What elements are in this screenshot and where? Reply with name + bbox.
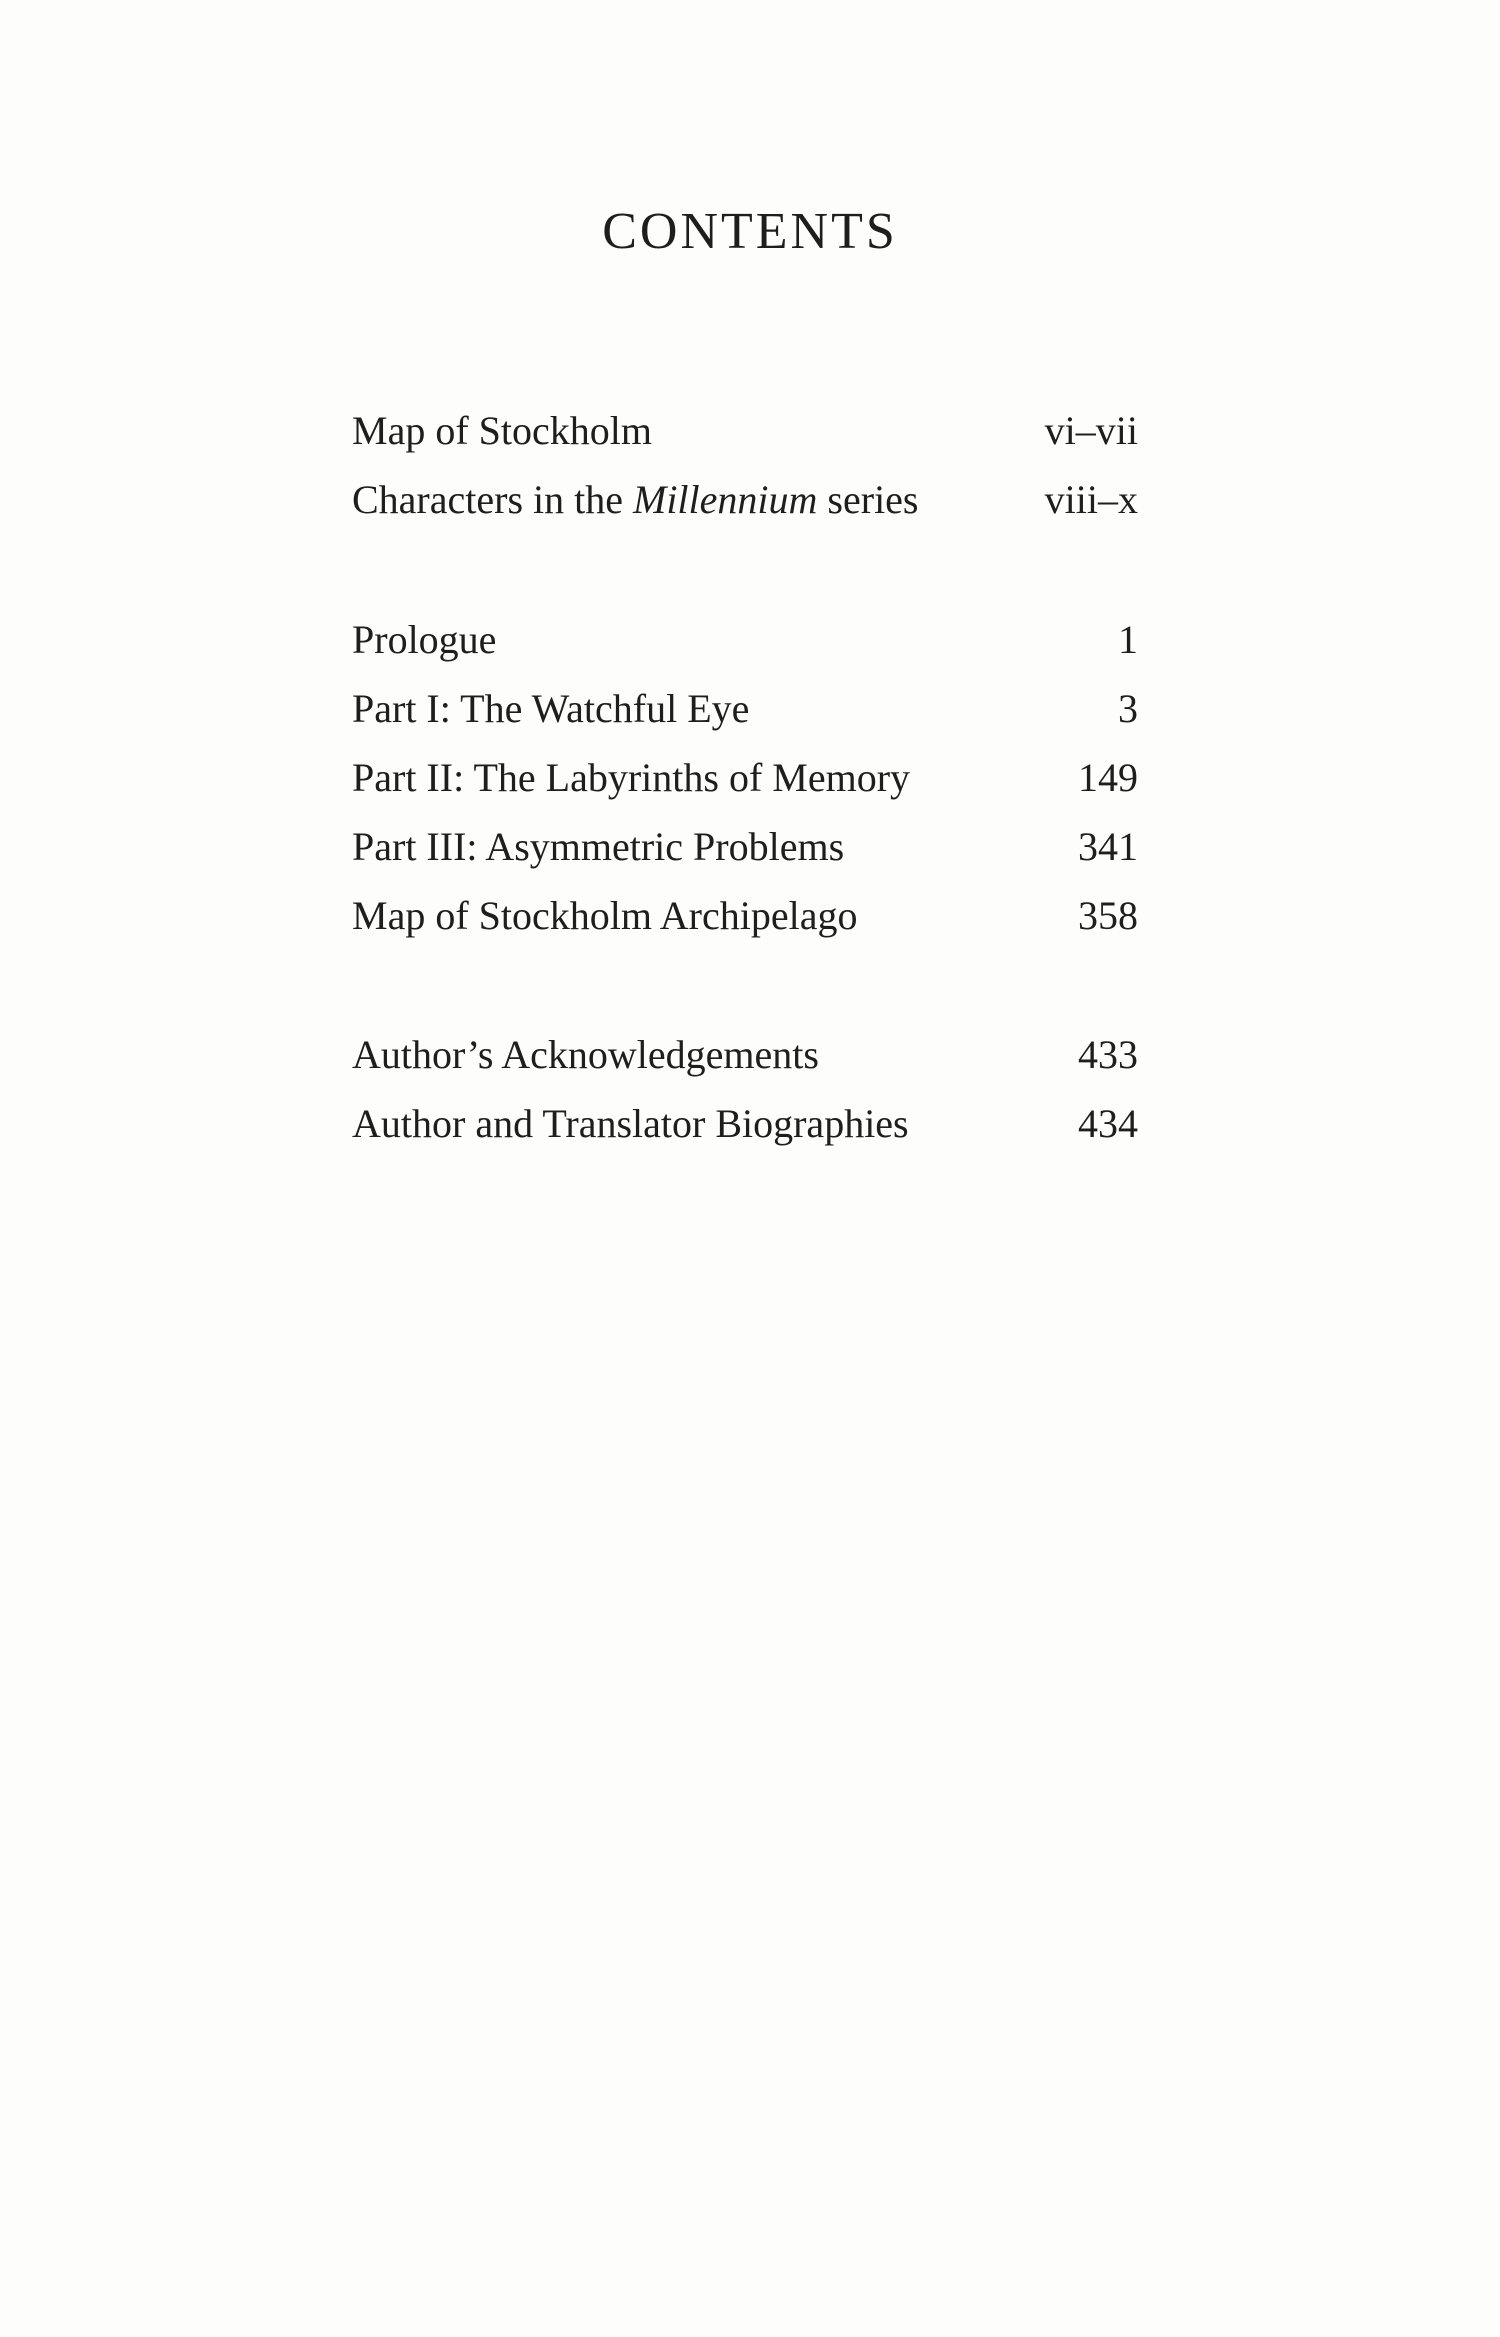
toc-entry-acknowledgements	[352, 1020, 1138, 1089]
toc-entry-page: viii–x	[1044, 477, 1138, 522]
toc-entry-biographies	[352, 1089, 1138, 1158]
toc-entry-title: Part I: The Watchful Eye	[352, 686, 750, 731]
toc-entry-page: 341	[1078, 824, 1138, 869]
toc-entry-title: Map of Stockholm Archipelago	[352, 893, 858, 938]
toc-entry-title: Part II: The Labyrinths of Memory	[352, 755, 911, 800]
toc-entry-title: Author and Translator Biographies	[352, 1101, 909, 1146]
toc-entry-page: 1	[1118, 617, 1138, 662]
toc-entry-characters	[352, 465, 1138, 534]
toc-entry-part-2	[352, 743, 1138, 812]
toc-entry-page: vi–vii	[1044, 408, 1138, 453]
toc-entry-prologue	[352, 605, 1138, 674]
toc-entry-title	[352, 465, 919, 534]
toc-entry-title-post: series	[817, 477, 919, 522]
toc-entry-title: Author’s Acknowledgements	[352, 1032, 819, 1077]
toc-entry-page: 358	[1078, 893, 1138, 938]
toc-group-back-matter	[352, 1020, 1138, 1158]
toc-entry-title-italic: Millennium	[633, 477, 818, 522]
toc-entry-title: Part III: Asymmetric Problems	[352, 824, 845, 869]
toc-entry-part-3	[352, 812, 1138, 881]
toc-entry-title: Map of Stockholm	[352, 408, 652, 453]
toc-entry-part-1	[352, 674, 1138, 743]
toc-entry-title-pre: Characters in the	[352, 477, 633, 522]
toc-entry-map-of-stockholm	[352, 396, 1138, 465]
toc-entry-archipelago-map	[352, 881, 1138, 950]
toc-entry-page: 3	[1118, 686, 1138, 731]
toc-entry-page: 434	[1078, 1101, 1138, 1146]
page-title: CONTENTS	[602, 203, 898, 260]
toc-group-front-matter	[352, 396, 1138, 534]
toc-group-main	[352, 605, 1138, 950]
toc-entry-page: 149	[1078, 755, 1138, 800]
toc-entry-title: Prologue	[352, 617, 497, 662]
toc-entry-page: 433	[1078, 1032, 1138, 1077]
